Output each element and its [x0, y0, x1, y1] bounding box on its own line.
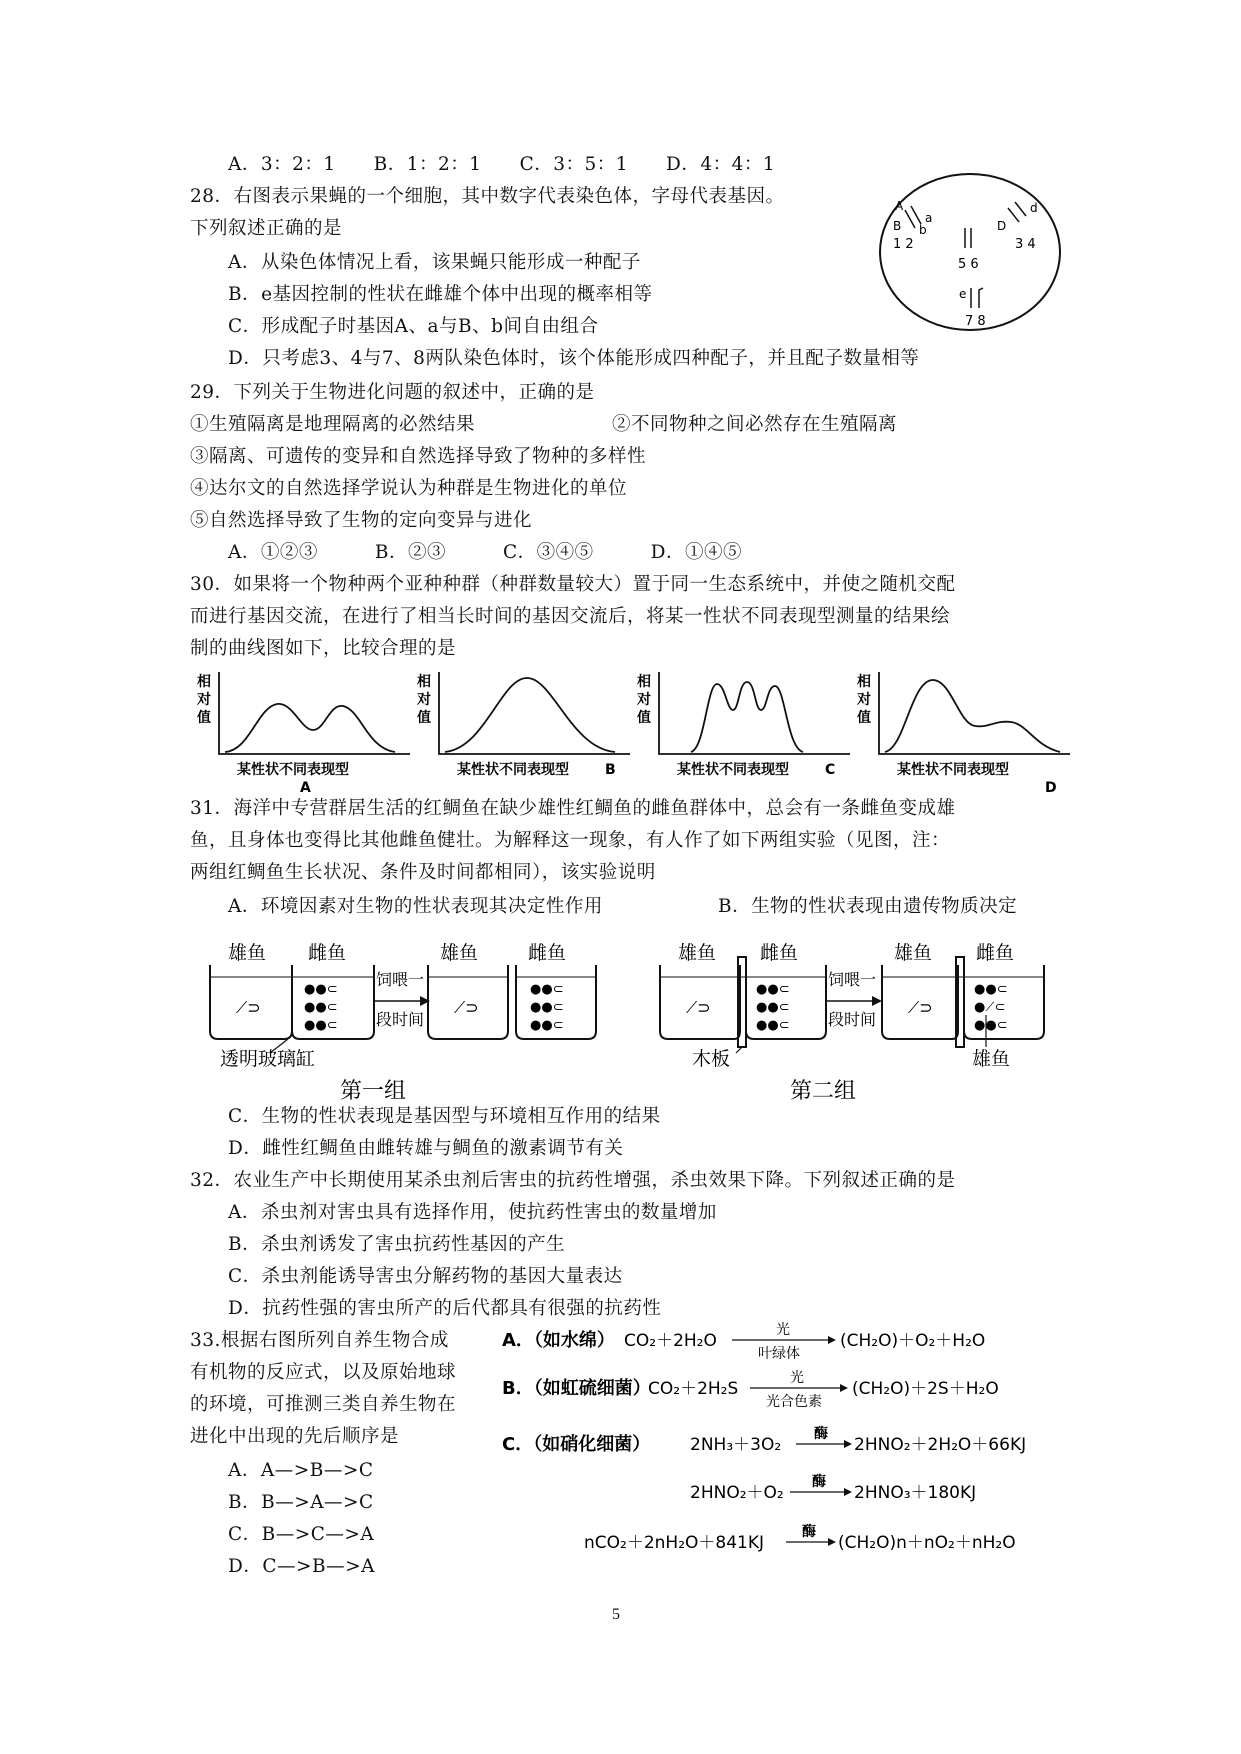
svg-text:●●⊂: ●●⊂ [530, 1000, 564, 1015]
svg-text:值: 值 [197, 710, 211, 726]
svg-text:a: a [925, 211, 933, 225]
svg-text:透明玻璃缸: 透明玻璃缸 [220, 1048, 316, 1070]
svg-text:C: C [825, 762, 836, 778]
q31-experiment-diagram [200, 935, 1050, 1105]
q31-option-b: B．生物的性状表现由遗传物质决定 [718, 896, 1018, 917]
svg-text:e: e [959, 287, 967, 301]
svg-text:第二组: 第二组 [790, 1079, 857, 1104]
svg-text:对: 对 [637, 692, 651, 708]
svg-text:对: 对 [857, 692, 871, 708]
group-one [210, 942, 596, 1104]
svg-text:CO₂＋2H₂O: CO₂＋2H₂O [624, 1331, 717, 1351]
q30-stem-line2: 而进行基因交流，在进行了相当长时间的基因交流后，将某一性状不同表现型测量的结果绘 [190, 606, 951, 627]
svg-text:相: 相 [417, 674, 431, 690]
graph-b [416, 672, 630, 778]
svg-text:●●⊂: ●●⊂ [756, 1018, 790, 1033]
svg-text:值: 值 [857, 710, 871, 726]
q32-option-c: C．杀虫剂能诱导害虫分解药物的基因大量表达 [228, 1266, 623, 1287]
svg-text:●●⊂: ●●⊂ [974, 982, 1008, 997]
svg-text:●●⊂: ●●⊂ [530, 982, 564, 997]
q28-stem: 28．右图表示果蝇的一个细胞，其中数字代表染色体，字母代表基因。 [190, 186, 785, 207]
q31-option-a: A．环境因素对生物的性状表现其决定性作用 [228, 896, 603, 917]
fruitfly-cell-diagram [875, 170, 1065, 335]
svg-text:A: A [895, 199, 904, 213]
q31-stem-line2: 鱼，且身体也变得比其他雌鱼健壮。为解释这一现象，有人作了如下两组实验（见图，注： [190, 830, 951, 851]
q28-option-c: C．形成配子时基因A、a与B、b间自由组合 [228, 316, 599, 337]
svg-text:(CH₂O)n＋nO₂＋nH₂O: (CH₂O)n＋nO₂＋nH₂O [838, 1533, 1016, 1553]
q33-stem-line2: 有机物的反应式，以及原始地球 [190, 1362, 457, 1383]
svg-text:酶: 酶 [812, 1474, 826, 1490]
svg-text:2HNO₃＋180KJ: 2HNO₃＋180KJ [854, 1483, 977, 1503]
svg-text:酶: 酶 [802, 1524, 816, 1540]
q30-stem-line1: 30．如果将一个物种两个亚种种群（种群数量较大）置于同一生态系统中，并使之随机交配 [190, 574, 956, 595]
svg-text:雄鱼: 雄鱼 [678, 942, 717, 964]
svg-text:雌鱼: 雌鱼 [308, 942, 347, 964]
svg-text:5 6: 5 6 [958, 257, 979, 272]
svg-text:3 4: 3 4 [1015, 237, 1036, 252]
svg-text:某性状不同表现型: 某性状不同表现型 [897, 762, 1009, 778]
q29-statement-4: ④达尔文的自然选择学说认为种群是生物进化的单位 [190, 478, 628, 499]
svg-text:D: D [1045, 780, 1057, 796]
reaction-c [502, 1425, 1026, 1553]
reaction-b [502, 1369, 999, 1410]
q30-graphs [195, 668, 1075, 796]
svg-text:7 8: 7 8 [965, 314, 986, 329]
svg-text:(CH₂O)＋O₂＋H₂O: (CH₂O)＋O₂＋H₂O [840, 1331, 986, 1351]
svg-text:⟋⊃: ⟋⊃ [686, 998, 711, 1017]
reaction-a [502, 1321, 985, 1362]
svg-text:段时间: 段时间 [376, 1010, 425, 1029]
q27-options: A．3：2：1 B．1：2：1 C．3：5：1 D．4：4：1 [228, 154, 776, 175]
graph-c [636, 672, 850, 778]
svg-text:值: 值 [417, 710, 431, 726]
q29-stem: 29．下列关于生物进化问题的叙述中，正确的是 [190, 382, 595, 403]
svg-text:饲喂一: 饲喂一 [828, 970, 877, 989]
svg-text:相: 相 [857, 674, 871, 690]
q28-stem-cont: 下列叙述正确的是 [190, 218, 343, 239]
q29-statement-3: ③隔离、可遗传的变异和自然选择导致了物种的多样性 [190, 446, 647, 467]
q30-stem-line3: 制的曲线图如下，比较合理的是 [190, 638, 457, 659]
q28-option-a: A．从染色体情况上看，该果蝇只能形成一种配子 [228, 252, 641, 273]
svg-text:2HNO₂＋O₂: 2HNO₂＋O₂ [690, 1483, 784, 1503]
q28-option-b: B．e基因控制的性状在雌雄个体中出现的概率相等 [228, 284, 653, 305]
q32-option-b: B．杀虫剂诱发了害虫抗药性基因的产生 [228, 1234, 566, 1255]
q33-option-d: D．C—>B—>A [228, 1556, 375, 1577]
q32-option-d: D．抗药性强的害虫所产的后代都具有很强的抗药性 [228, 1298, 662, 1319]
svg-text:某性状不同表现型: 某性状不同表现型 [457, 762, 569, 778]
svg-text:光: 光 [776, 1322, 790, 1338]
q31-stem-line1: 31．海洋中专营群居生活的红鲷鱼在缺少雄性红鲷鱼的雌鱼群体中，总会有一条雌鱼变成雄 [190, 798, 956, 819]
svg-text:雄鱼: 雄鱼 [894, 942, 933, 964]
svg-text:●●⊂: ●●⊂ [304, 1018, 338, 1033]
svg-text:B．（如虹硫细菌）: B．（如虹硫细菌） [502, 1378, 651, 1399]
svg-text:段时间: 段时间 [828, 1010, 877, 1029]
q33-option-c: C．B—>C—>A [228, 1524, 375, 1545]
q29-statement-5: ⑤自然选择导致了生物的定向变异与进化 [190, 510, 533, 531]
svg-text:d: d [1030, 201, 1038, 215]
svg-text:酶: 酶 [814, 1426, 828, 1442]
svg-text:2NH₃＋3O₂: 2NH₃＋3O₂ [690, 1435, 782, 1455]
svg-text:某性状不同表现型: 某性状不同表现型 [237, 762, 349, 778]
svg-text:值: 值 [637, 710, 651, 726]
q28-option-d: D．只考虑3、4与7、8两队染色体时，该个体能形成四种配子，并且配子数量相等 [228, 348, 920, 369]
q32-option-a: A．杀虫剂对害虫具有选择作用，使抗药性害虫的数量增加 [228, 1202, 717, 1223]
q33-stem-line1: 33.根据右图所列自养生物合成 [190, 1330, 449, 1351]
svg-text:⟋⊃: ⟋⊃ [236, 998, 261, 1017]
svg-text:叶绿体: 叶绿体 [758, 1346, 800, 1362]
svg-text:C．（如硝化细菌）: C．（如硝化细菌） [502, 1434, 651, 1455]
svg-text:光: 光 [790, 1370, 804, 1386]
q33-option-a: A．A—>B—>C [228, 1460, 374, 1481]
q29-statement-2: ②不同物种之间必然存在生殖隔离 [612, 414, 898, 435]
q31-option-c: C．生物的性状表现是基因型与环境相互作用的结果 [228, 1106, 661, 1127]
svg-text:相: 相 [637, 674, 651, 690]
group-two [660, 942, 1044, 1104]
svg-text:第一组: 第一组 [340, 1079, 407, 1104]
svg-text:●●⊂: ●●⊂ [756, 1000, 790, 1015]
svg-text:雄鱼: 雄鱼 [228, 942, 267, 964]
svg-text:A．（如水绵）: A．（如水绵） [502, 1330, 615, 1351]
svg-text:D: D [997, 219, 1007, 233]
svg-text:雄鱼: 雄鱼 [440, 942, 479, 964]
svg-text:nCO₂＋2nH₂O＋841KJ: nCO₂＋2nH₂O＋841KJ [584, 1533, 765, 1553]
svg-text:b: b [919, 223, 927, 237]
svg-text:对: 对 [197, 692, 211, 708]
q31-stem-line3: 两组红鲷鱼生长状况、条件及时间都相同），该实验说明 [190, 862, 656, 883]
svg-text:木板: 木板 [692, 1048, 731, 1070]
svg-text:光合色素: 光合色素 [766, 1394, 822, 1410]
q33-reaction-equations [500, 1316, 1100, 1576]
svg-text:A: A [300, 780, 311, 796]
q29-options: A．①②③ B．②③ C．③④⑤ D．①④⑤ [228, 542, 742, 563]
svg-text:●●⊂: ●●⊂ [756, 982, 790, 997]
q31-option-d: D．雌性红鲷鱼由雌转雄与鲷鱼的激素调节有关 [228, 1138, 624, 1159]
svg-text:B: B [893, 219, 902, 233]
svg-text:1 2: 1 2 [893, 237, 914, 252]
svg-text:●●⊂: ●●⊂ [304, 1000, 338, 1015]
svg-text:●⟋⊂: ●⟋⊂ [974, 1000, 1006, 1015]
svg-text:CO₂＋2H₂S: CO₂＋2H₂S [648, 1379, 739, 1399]
svg-text:2HNO₂＋2H₂O＋66KJ: 2HNO₂＋2H₂O＋66KJ [854, 1435, 1027, 1455]
page-number: 5 [612, 1606, 620, 1623]
svg-text:(CH₂O)＋2S＋H₂O: (CH₂O)＋2S＋H₂O [852, 1379, 999, 1399]
svg-text:●●⊂: ●●⊂ [304, 982, 338, 997]
svg-text:B: B [605, 762, 616, 778]
q33-option-b: B．B—>A—>C [228, 1492, 374, 1513]
graph-d [856, 672, 1070, 796]
svg-text:雌鱼: 雌鱼 [528, 942, 567, 964]
svg-text:●●⊂: ●●⊂ [974, 1018, 1008, 1033]
svg-text:某性状不同表现型: 某性状不同表现型 [677, 762, 789, 778]
graph-a [196, 672, 410, 796]
q29-statement-1: ①生殖隔离是地理隔离的必然结果 [190, 414, 476, 435]
svg-text:雌鱼: 雌鱼 [976, 942, 1015, 964]
svg-text:⟋⊃: ⟋⊃ [908, 998, 933, 1017]
svg-text:雄鱼: 雄鱼 [972, 1048, 1011, 1070]
svg-text:相: 相 [197, 674, 211, 690]
svg-text:雌鱼: 雌鱼 [760, 942, 799, 964]
q32-stem: 32．农业生产中长期使用某杀虫剂后害虫的抗药性增强，杀虫效果下降。下列叙述正确的是 [190, 1170, 956, 1191]
q33-stem-line4: 进化中出现的先后顺序是 [190, 1426, 400, 1447]
svg-text:饲喂一: 饲喂一 [376, 970, 425, 989]
svg-text:对: 对 [417, 692, 431, 708]
svg-text:●●⊂: ●●⊂ [530, 1018, 564, 1033]
q33-stem-line3: 的环境，可推测三类自养生物在 [190, 1394, 457, 1415]
svg-text:⟋⊃: ⟋⊃ [454, 998, 479, 1017]
